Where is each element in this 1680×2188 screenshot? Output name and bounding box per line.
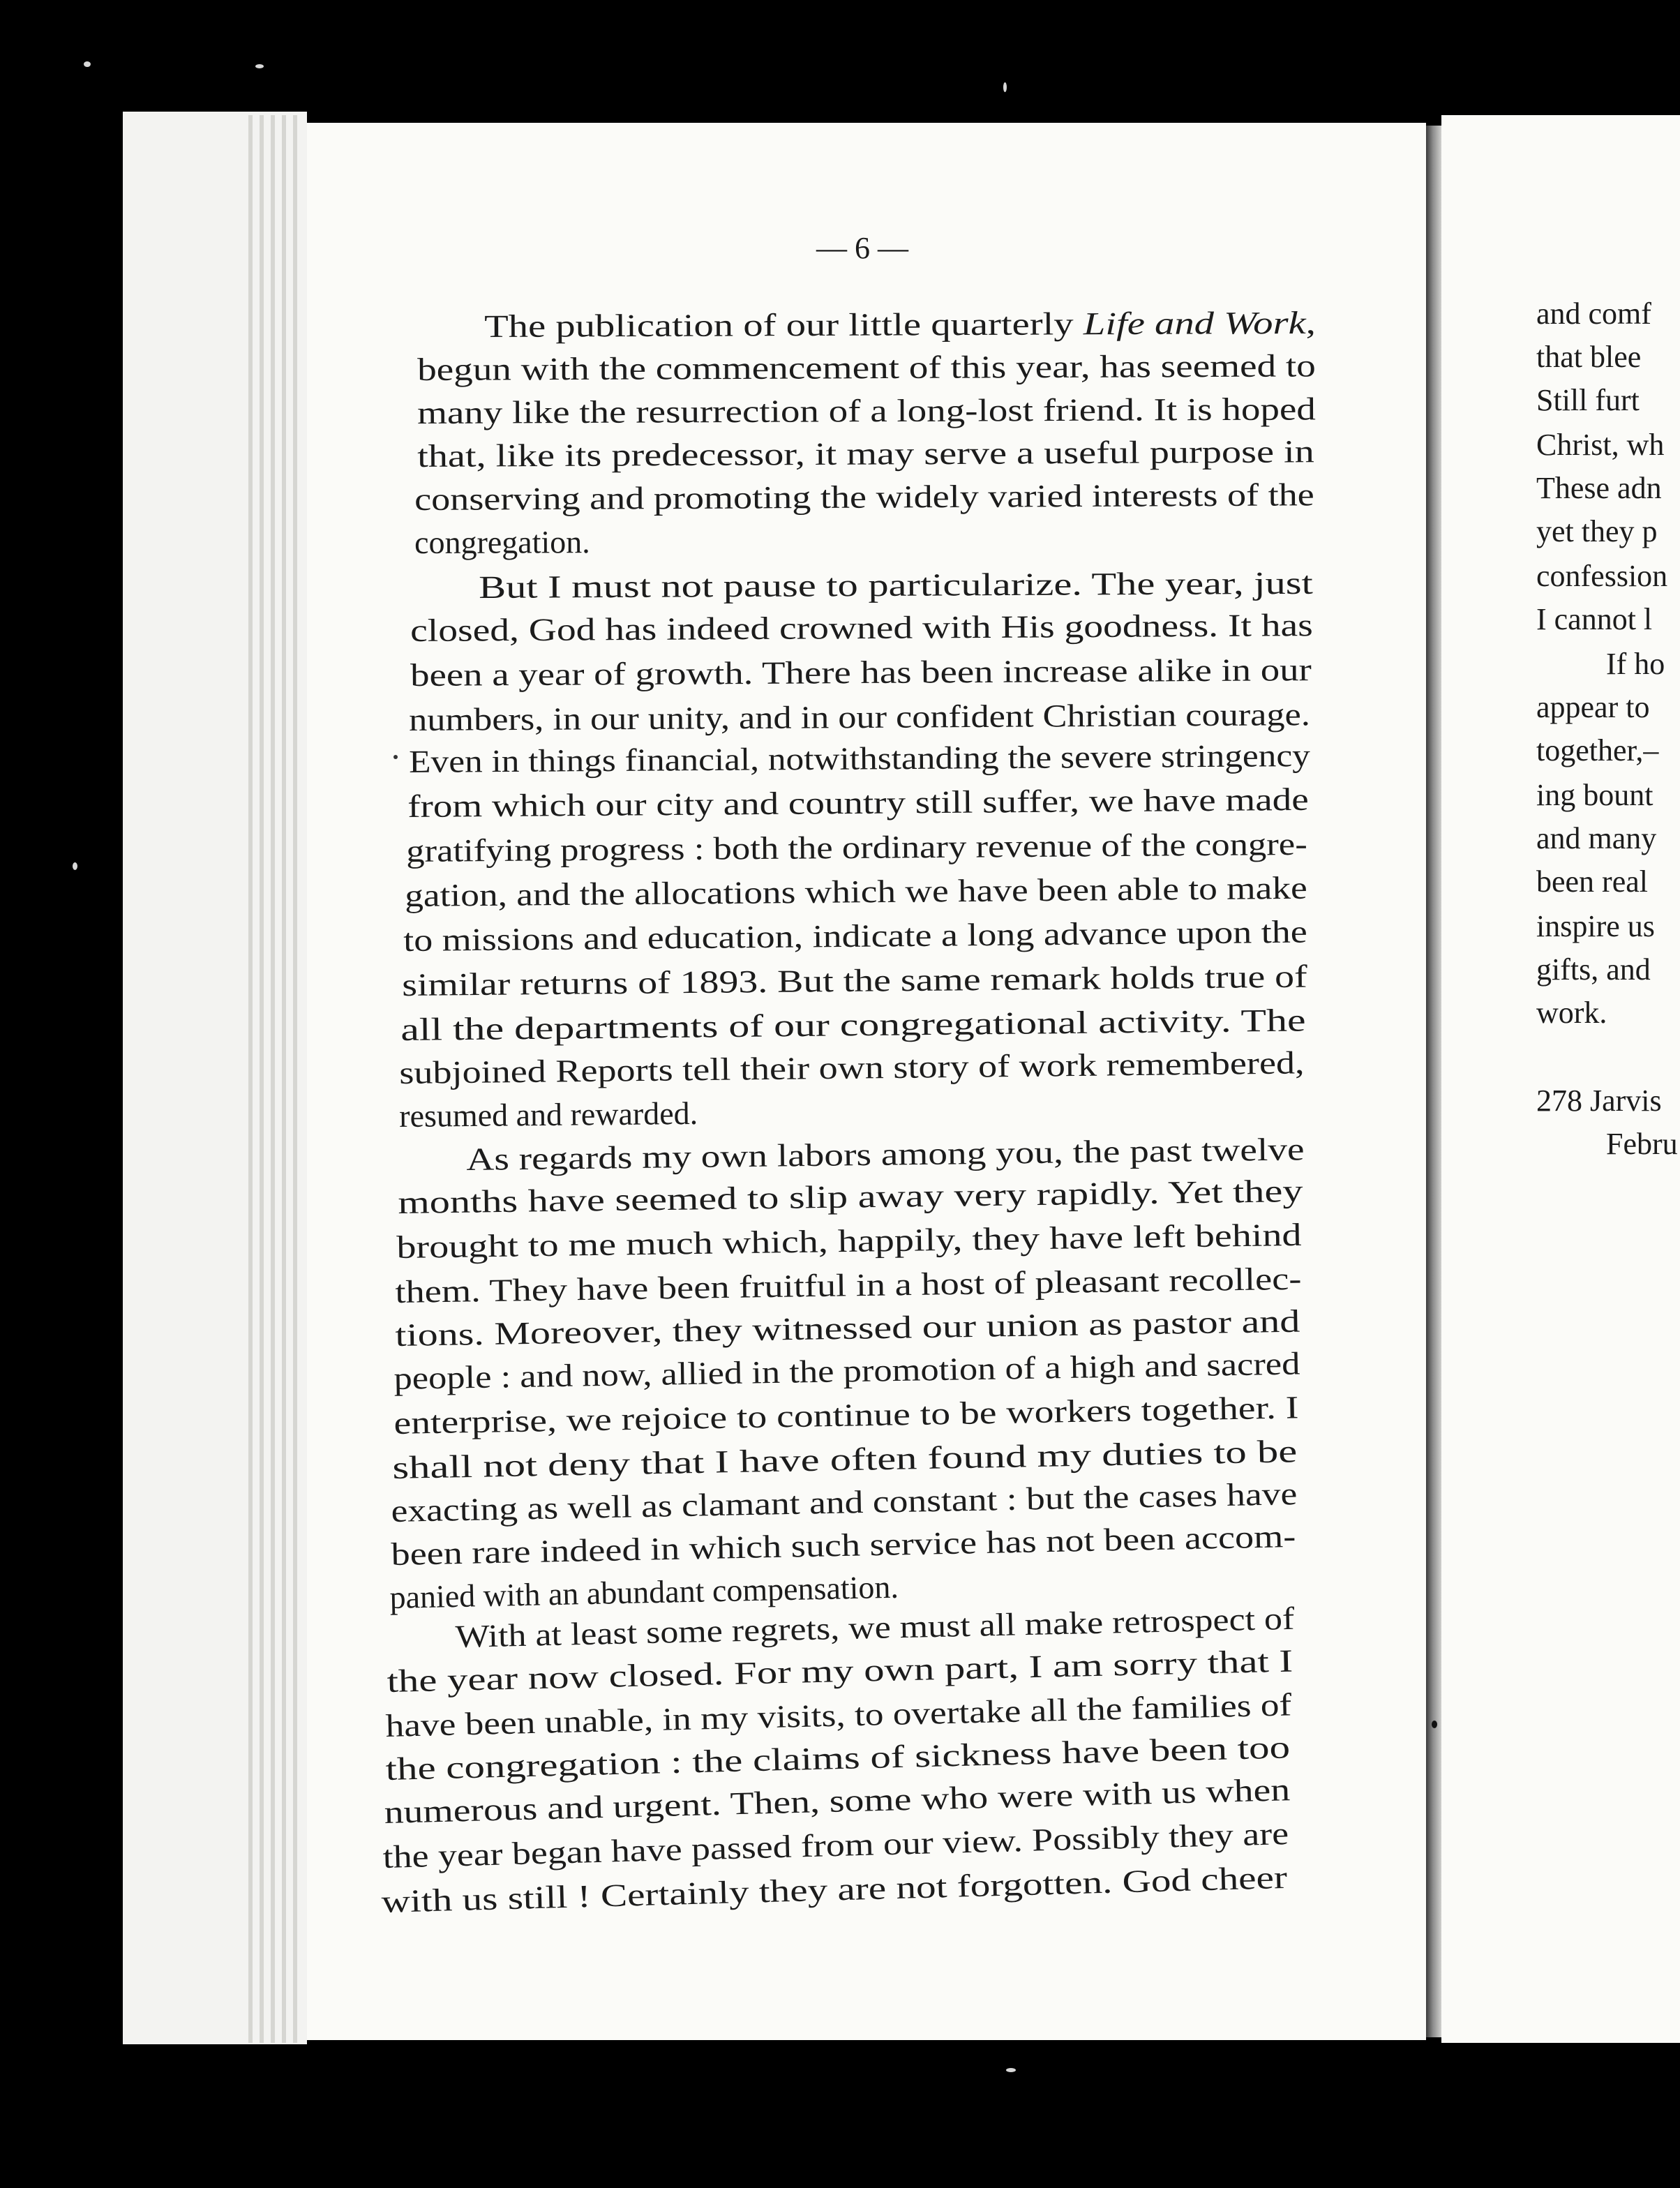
- facing-page-line: These adn: [1536, 471, 1662, 505]
- text-line: [402, 958, 1307, 1005]
- text-run: panied with an abundant compensation.: [389, 1568, 899, 1615]
- text-line: [484, 304, 1316, 346]
- text-line: [405, 869, 1307, 915]
- text-line: [414, 476, 1314, 519]
- facing-page-line: and many: [1536, 821, 1657, 855]
- text-run: subjoined Reports tell their own story of work remembered,: [399, 1044, 1305, 1091]
- text-run: have been unable, in my visits, to overtake all the families of: [385, 1686, 1292, 1744]
- text-line: [399, 1094, 698, 1136]
- text-line: [417, 390, 1316, 433]
- page-edge: [282, 115, 286, 2043]
- text-run: conserving and promoting the widely varied interests of the: [414, 477, 1314, 517]
- facing-page-line: 278 Jarvis: [1536, 1084, 1662, 1118]
- ink-speck: [393, 755, 398, 759]
- text-run: been a year of growth. There has been increase alike in our: [410, 652, 1312, 693]
- text-run: gation, and the allocations which we have been able to make: [405, 869, 1307, 913]
- facing-page-line: together,–: [1536, 733, 1659, 767]
- page-edge: [248, 115, 253, 2043]
- dust-speck: [255, 64, 264, 68]
- page-edge: [293, 115, 297, 2043]
- text-line: [406, 825, 1307, 871]
- text-run: numerous and urgent. Then, some who were with us when: [384, 1771, 1291, 1830]
- text-run: With at least some regrets, we must all make retrospect of: [455, 1600, 1295, 1654]
- text-run: from which our city and country still suffer, we have made: [407, 781, 1309, 824]
- facing-page-line: confession: [1536, 559, 1668, 593]
- text-run: many like the resurrection of a long-lost friend. It is hoped: [417, 391, 1316, 430]
- page-edge: [271, 115, 275, 2043]
- ink-speck: [1432, 1721, 1437, 1728]
- text-run: the congregation : the claims of sickness have been too: [385, 1729, 1291, 1787]
- facing-page-line: appear to: [1536, 690, 1650, 724]
- text-line: [409, 696, 1310, 740]
- text-run: closed, God has indeed crowned with His goodness. It has: [410, 607, 1313, 648]
- text-run: with us still ! Certainly they are not forgotten. God cheer: [381, 1859, 1288, 1919]
- text-line: [403, 913, 1307, 960]
- facing-page: [1441, 115, 1680, 2043]
- facing-page-line: If ho: [1606, 647, 1665, 681]
- text-run: shall not deny that I have often found my duties to be: [392, 1433, 1298, 1485]
- dust-speck: [1003, 82, 1007, 92]
- text-run: gratifying progress : both the ordinary revenue of the congre-: [406, 825, 1307, 869]
- page-number: — 6 —: [816, 231, 908, 265]
- text-run: enterprise, we rejoice to continue to be workers together. I: [393, 1389, 1299, 1441]
- text-line: [400, 1002, 1306, 1049]
- text-run: tions. Moreover, they witnessed our union as pastor and: [395, 1303, 1300, 1353]
- backing-sheet: [123, 112, 307, 2044]
- text-run: similar returns of 1893. But the same remark holds true of: [402, 958, 1307, 1003]
- facing-page-line: Febru: [1606, 1127, 1678, 1161]
- text-run: to missions and education, indicate a long advance upon the: [403, 913, 1307, 958]
- facing-page-line: and comf: [1536, 297, 1651, 331]
- text-run: brought to me much which, happily, they have left behind: [396, 1216, 1302, 1265]
- text-run: months have seemed to slip away very rapidly. Yet they: [398, 1173, 1303, 1220]
- text-run: the year now closed. For my own part, I am sorry that I: [387, 1642, 1293, 1699]
- text-run: that, like its predecessor, it may serve a useful purpose in: [417, 433, 1314, 474]
- italic-title: Life and Work: [1083, 304, 1306, 342]
- dust-speck: [73, 862, 77, 870]
- text-run: begun with the commencement of this year, has seemed to: [417, 347, 1316, 387]
- text-line: [414, 523, 590, 562]
- text-run: been rare indeed in which such service has not been accom-: [391, 1518, 1296, 1572]
- text-run: Even in things financial, notwithstanding the severe stringency: [409, 737, 1310, 779]
- facing-page-line: ing bount: [1536, 778, 1653, 812]
- facing-page-line: inspire us: [1536, 909, 1655, 943]
- text-line: [410, 606, 1313, 650]
- text-run: people : and now, allied in the promotion of a high and sacred: [393, 1345, 1300, 1396]
- facing-page-line: that blee: [1536, 340, 1642, 374]
- gutter-shadow: [1426, 126, 1441, 2037]
- text-line: [410, 651, 1312, 695]
- text-run: all the departments of our congregational activity. The: [400, 1002, 1306, 1047]
- text-line: [409, 737, 1310, 781]
- text-line: [479, 564, 1313, 607]
- facing-page-line: Christ, wh: [1536, 428, 1665, 462]
- facing-page-line: gifts, and: [1536, 952, 1651, 987]
- text-run: As regards my own labors among you, the past twelve: [466, 1131, 1305, 1177]
- text-run: congregation.: [414, 524, 590, 560]
- text-run: them. They have been fruitful in a host of pleasant recollec-: [395, 1260, 1302, 1310]
- text-line: [407, 781, 1309, 826]
- text-run: ,: [1305, 304, 1316, 340]
- text-line: [417, 347, 1316, 389]
- text-line: [417, 433, 1314, 476]
- page-edge: [260, 115, 264, 2043]
- facing-page-line: work.: [1536, 996, 1607, 1030]
- dust-speck: [84, 61, 91, 67]
- facing-page-line: I cannot l: [1536, 602, 1653, 636]
- text-run: The publication of our little quarterly: [484, 306, 1083, 344]
- facing-page-line: been real: [1536, 864, 1648, 899]
- facing-page-line: yet they p: [1536, 514, 1658, 548]
- text-run: But I must not pause to particularize. The year, just: [479, 564, 1313, 605]
- dust-speck: [1006, 2068, 1016, 2072]
- text-run: the year began have passed from our view. Possibly they are: [382, 1815, 1289, 1875]
- facing-page-line: Still furt: [1536, 383, 1640, 417]
- text-run: numbers, in our unity, and in our confident Christian courage.: [409, 696, 1310, 737]
- text-run: resumed and rewarded.: [399, 1095, 698, 1134]
- text-run: exacting as well as clamant and constant : but the cases have: [391, 1476, 1298, 1529]
